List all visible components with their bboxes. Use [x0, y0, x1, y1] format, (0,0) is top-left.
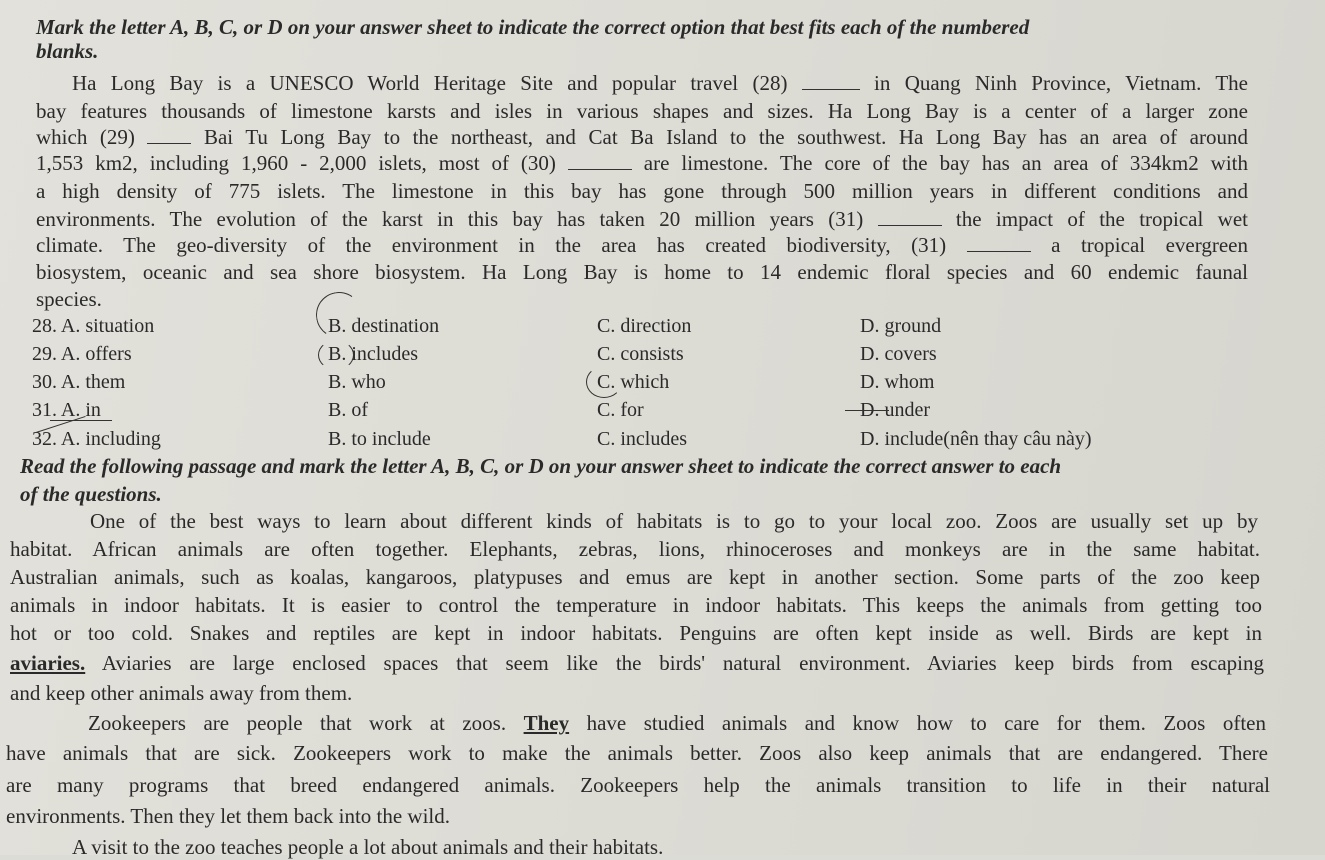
option-31-c: C. for	[597, 399, 644, 421]
passage-2-line	[88, 710, 1266, 736]
passage-2-line: One of the best ways to learn about different kinds of habitats is to go to your local zoo. Zoos are usually set up by	[90, 509, 1258, 533]
text-span: climate. The geo-diversity of the environment in the area has created biodiversity, (31)	[36, 233, 967, 257]
option-29-c: C. consists	[597, 343, 684, 365]
blank-32	[967, 237, 1031, 252]
option-29-a: 29. A. offers	[32, 343, 132, 365]
option-31-d: D. under	[860, 399, 930, 421]
pen-circle-mark	[586, 366, 622, 398]
text-span: environments. The evolution of the karst in this bay has taken 20 million years (31)	[36, 207, 878, 231]
text-span: which (29)	[36, 125, 148, 149]
option-32-a: 32. A. including	[32, 428, 161, 450]
option-28-d: D. ground	[860, 315, 942, 337]
pen-underline-mark	[845, 410, 889, 411]
text-span: Aviaries are large enclosed spaces that seem like the birds' natural environment. Aviaries keep birds from escaping	[85, 651, 1264, 675]
option-31-b: B. of	[328, 399, 368, 421]
instruction-1-line-1: Mark the letter A, B, C, or D on your answer sheet to indicate the correct option that best fits each of the numbered	[36, 15, 1030, 39]
passage-2-line: A visit to the zoo teaches people a lot about animals and their habitats.	[72, 835, 664, 859]
text-span: Ha Long Bay is a UNESCO World Heritage Site and popular travel (28)	[72, 71, 802, 95]
option-32-b: B. to include	[328, 428, 431, 450]
option-30-c: C. which	[597, 371, 670, 393]
option-29-b: B. includes	[328, 343, 418, 365]
text-span: a tropical evergreen	[1030, 233, 1249, 257]
option-30-b: B. who	[328, 371, 386, 393]
option-32-d: D. include(nên thay câu này)	[860, 428, 1092, 450]
passage-1-line	[36, 124, 1248, 150]
instruction-2-line-2: of the questions.	[20, 482, 162, 506]
passage-1-line: species.	[36, 287, 102, 311]
text-span: Zookeepers are people that work at zoos.	[88, 711, 524, 735]
blank-31	[878, 211, 942, 226]
passage-1-line	[72, 70, 1248, 96]
highlighted-word-aviaries: aviaries.	[10, 651, 86, 675]
pen-underline-mark	[50, 420, 112, 421]
passage-1-line: biosystem, oceanic and sea shore biosystem. Ha Long Bay is home to 14 endemic floral species and 60 endemic faunal	[36, 260, 1248, 284]
passage-2-line: environments. Then they let them back into the wild.	[6, 804, 451, 828]
passage-1-line	[36, 232, 1248, 258]
passage-1-line: bay features thousands of limestone karsts and isles in various shapes and sizes. Ha Long Bay is a center of a larger zone	[36, 99, 1248, 123]
passage-2-line: Australian animals, such as koalas, kangaroos, platypuses and emus are kept in another section. Some parts of the zoo keep	[10, 565, 1260, 589]
blank-29	[147, 129, 191, 144]
text-span: the impact of the tropical wet	[941, 207, 1248, 231]
blank-28	[802, 75, 860, 90]
passage-2-line: have animals that are sick. Zookeepers work to make the animals better. Zoos also keep animals that are endangered. There	[6, 741, 1268, 765]
blank-30	[568, 155, 632, 170]
instruction-1-line-2: blanks.	[36, 39, 99, 63]
text-span: in Quang Ninh Province, Vietnam. The	[859, 71, 1248, 95]
passage-2-line: and keep other animals away from them.	[10, 681, 353, 705]
passage-2-line: hot or too cold. Snakes and reptiles are kept in indoor habitats. Penguins are often kept inside as well. Birds are kept in	[10, 621, 1262, 645]
option-32-c: C. includes	[597, 428, 687, 450]
option-28-a: 28. A. situation	[32, 315, 155, 337]
passage-1-line	[36, 150, 1248, 176]
text-span: 1,553 km2, including 1,960 - 2,000 islets, most of (30)	[36, 151, 568, 175]
passage-2-line	[10, 650, 1264, 676]
highlighted-word-they: They	[523, 711, 570, 735]
option-28-c: C. direction	[597, 315, 692, 337]
passage-1-line	[36, 206, 1248, 232]
instruction-2-line-1: Read the following passage and mark the letter A, B, C, or D on your answer sheet to indicate the correct answer to each	[20, 454, 1062, 478]
option-30-a: 30. A. them	[32, 371, 126, 393]
option-28-b: B. destination	[328, 315, 440, 337]
passage-2-line: are many programs that breed endangered animals. Zookeepers help the animals transition to life in their natural	[6, 773, 1270, 797]
text-span: are limestone. The core of the bay has an area of 334km2 with	[631, 151, 1248, 175]
pen-circle-mark	[318, 340, 354, 370]
option-31-a: 31. A. in	[32, 399, 101, 421]
option-29-d: D. covers	[860, 343, 937, 365]
text-span: Bai Tu Long Bay to the northeast, and Cat Ba Island to the southwest. Ha Long Bay has an area of around	[191, 125, 1248, 149]
option-30-d: D. whom	[860, 371, 935, 393]
passage-2-line: animals in indoor habitats. It is easier to control the temperature in indoor habitats. This keeps the animals from getting too	[10, 593, 1262, 617]
text-span: have studied animals and know how to care for them. Zoos often	[569, 711, 1266, 735]
passage-2-line: habitat. African animals are often together. Elephants, zebras, lions, rhinoceroses and monkeys are in the same habitat.	[10, 537, 1260, 561]
passage-1-line: a high density of 775 islets. The limestone in this bay has gone through 500 million years in different conditions and	[36, 179, 1248, 203]
